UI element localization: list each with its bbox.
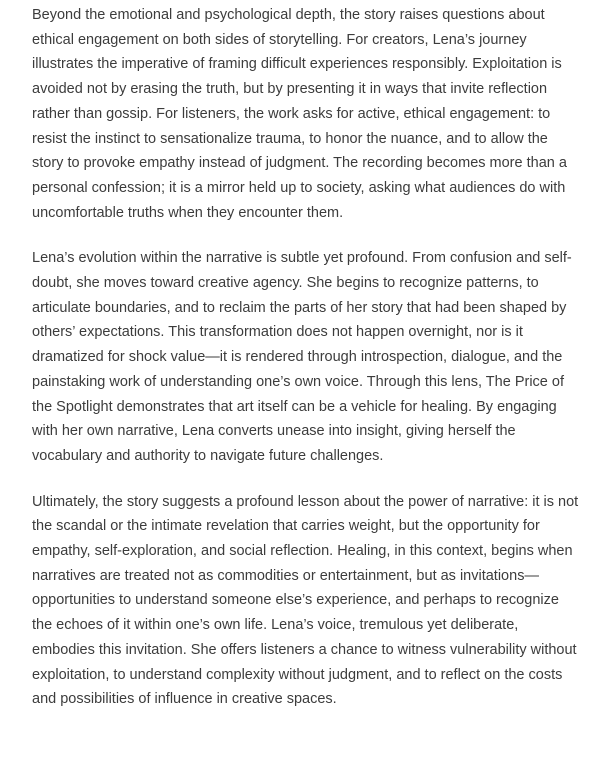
paragraph-conclusion: Ultimately, the story suggests a profound lesson about the power of narrative: it is not the scandal or the intimate revelation that carries weight, but the opportunity for empathy, self-exploration, and social reflection. Healing, in this context, begins when narratives are treated not as commodities or entertainment, but as invitations—opportunities to understand someone else’s experience, and perhaps to recognize the echoes of it within one’s own life. Lena’s voice, tremulous yet deliberate, embodies this invitation. She offers listeners a chance to witness vulnerability without exploitation, to understand complexity without judgment, and to reflect on the costs and possibilities of influence in creative spaces. bbox=[32, 493, 579, 708]
paragraph-lena-evolution: Lena’s evolution within the narrative is subtle yet profound. From confusion and self-doubt, she moves toward creative agency. She begins to recognize patterns, to articulate boundaries, and to reclaim the parts of her story that had been shaped by others’ expectations. This transformation does not happen overnight, nor is it dramatized for shock value—it is rendered through introspection, dialogue, and the painstaking work of understanding one’s own voice. Through this lens, The Price of the Spotlight demonstrates that art itself can be a vehicle for healing. By engaging with her own narrative, Lena converts unease into insight, giving herself the vocabulary and authority to navigate future challenges. bbox=[32, 250, 572, 464]
paragraph-ethical-engagement: Beyond the emotional and psychological depth, the story raises questions about ethical engagement on both sides of storytelling. For creators, Lena’s journey illustrates the imperative of framing difficult experiences responsibly. Exploitation is avoided not by erasing the truth, but by presenting it in ways that invite reflection rather than gossip. For listeners, the work asks for active, ethical engagement: to resist the instinct to sensationalize trauma, to honor the nuance, and to allow the story to provoke empathy instead of judgment. The recording becomes more than a personal confession; it is a mirror held up to society, asking what audiences do with uncomfortable truths when they encounter them. bbox=[32, 7, 567, 221]
